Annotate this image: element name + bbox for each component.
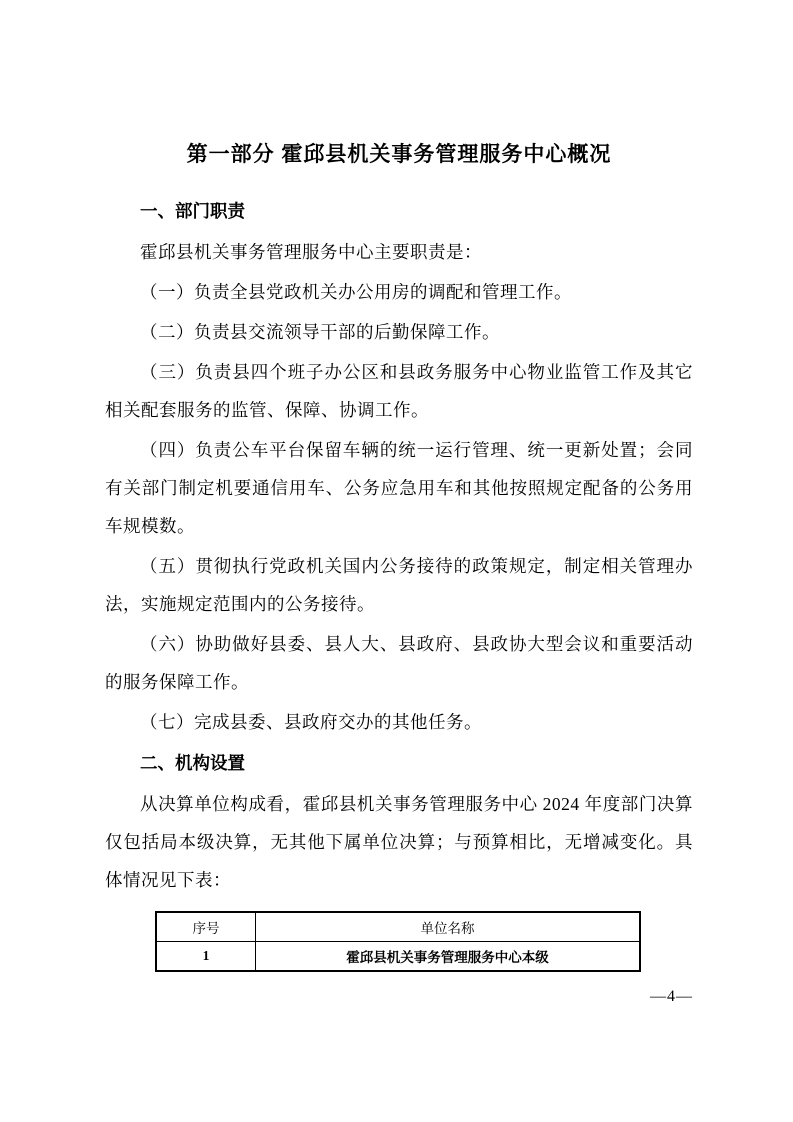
duty-item-6: （六）协助做好县委、县人大、县政府、县政协大型会议和重要活动的服务保障工作。	[105, 634, 693, 692]
table-header-index: 序号	[156, 912, 256, 942]
document-title: 第一部分 霍邱县机关事务管理服务中心概况	[186, 143, 612, 166]
unit-table	[155, 911, 641, 972]
duty-item-5: （五）贯彻执行党政机关国内公务接待的政策规定，制定相关管理办法，实施规定范围内的公务接待。	[105, 556, 693, 614]
duty-item-1: （一）负责全县党政机关办公用房的调配和管理工作。	[140, 282, 572, 302]
table-row	[156, 942, 640, 972]
duty-item-2: （二）负责县交流领导干部的后勤保障工作。	[140, 322, 500, 342]
section2-intro: 从决算单位构成看，霍邱县机关事务管理服务中心 2024 年度部门决算仅包括局本级决算，无其他下属单位决算；与预算相比，无增减变化。具体情况见下表：	[105, 794, 693, 890]
table-cell-unit-name: 霍邱县机关事务管理服务中心本级	[256, 942, 641, 972]
page-number: —4—	[650, 988, 693, 1005]
duty-item-4: （四）负责公车平台保留车辆的统一运行管理、统一更新处置；会同有关部门制定机要通信用车、公务应急用车和其他按照规定配备的公务用车规模数。	[105, 440, 693, 536]
section1-heading: 一、部门职责	[140, 201, 245, 221]
table-header-row	[156, 912, 640, 942]
table-cell-index: 1	[156, 942, 256, 972]
section1-intro: 霍邱县机关事务管理服务中心主要职责是：	[140, 242, 482, 262]
duty-item-3: （三）负责县四个班子办公区和县政务服务中心物业监管工作及其它相关配套服务的监管、保障、协调工作。	[105, 362, 693, 420]
table-header-unit-name: 单位名称	[256, 912, 641, 942]
duty-item-7: （七）完成县委、县政府交办的其他任务。	[140, 712, 482, 732]
document-content	[105, 138, 693, 972]
section2-heading: 二、机构设置	[140, 753, 245, 773]
